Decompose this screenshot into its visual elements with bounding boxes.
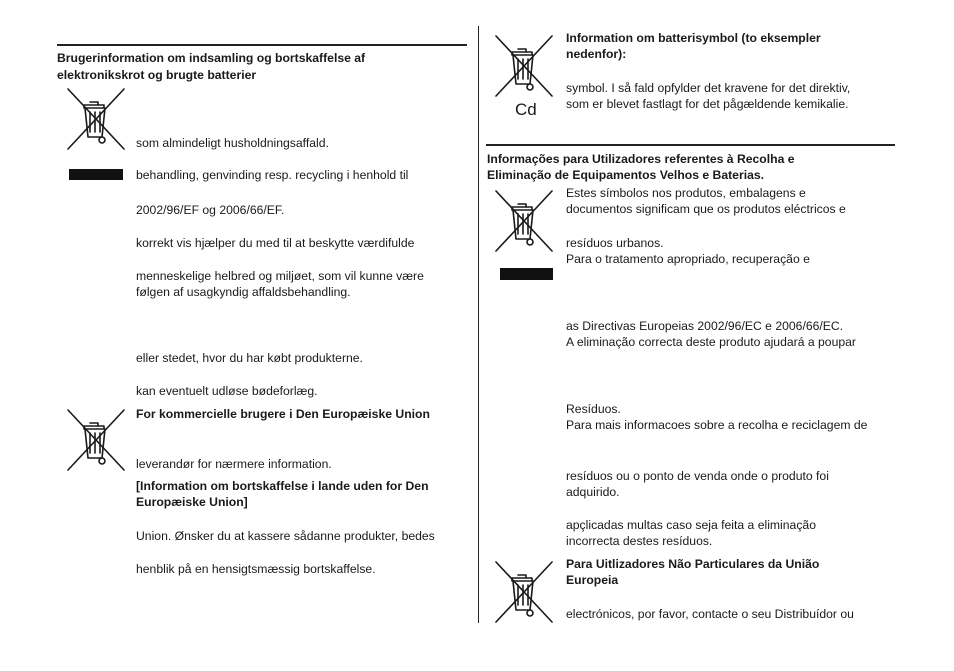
- battery-bar-symbol: [69, 169, 123, 180]
- paragraph: henblik på en hensigtsmæssig bortskaffelse.: [136, 562, 376, 576]
- weee-symbol-4: [492, 560, 556, 624]
- outside-eu-heading-line-2: Europæiske Union]: [136, 495, 248, 509]
- paragraph: som er blevet fastlagt for det pågældende kemikalie.: [566, 97, 849, 111]
- crossed-bin-icon: [492, 560, 556, 624]
- paragraph: electrónicos, por favor, contacte o seu Distribuídor ou: [566, 607, 854, 621]
- weee-symbol-2: [64, 408, 128, 472]
- paragraph: menneskelige helbred og miljøet, som vil kunne være: [136, 269, 424, 283]
- commercial-users-heading: For kommercielle brugere i Den Europæiske Union: [136, 407, 430, 421]
- crossed-bin-icon: [64, 87, 128, 151]
- paragraph: 2002/96/EF og 2006/66/EF.: [136, 203, 285, 217]
- paragraph: Resíduos.: [566, 402, 621, 416]
- paragraph: as Directivas Europeias 2002/96/EC e 2006/66/EC.: [566, 319, 844, 333]
- paragraph: Union. Ønsker du at kassere sådanne produkter, bedes: [136, 529, 435, 543]
- crossed-bin-icon: [492, 34, 556, 98]
- battery-symbol-heading-line-2: nedenfor):: [566, 47, 627, 61]
- right-section-rule: [486, 144, 895, 146]
- battery-bar-symbol: [500, 268, 553, 280]
- left-heading-line-1: Brugerinformation om indsamling og bortskaffelse af: [57, 51, 366, 65]
- paragraph: eller stedet, hvor du har købt produkterne.: [136, 351, 363, 365]
- paragraph: leverandør for nærmere information.: [136, 457, 332, 471]
- weee-symbol-1: [64, 87, 128, 151]
- paragraph: korrekt vis hjælper du med til at beskytte værdifulde: [136, 236, 415, 250]
- pt-heading-line-1: Informações para Utilizadores referentes à Recolha e: [487, 152, 795, 166]
- pt-heading-line-2: Eliminação de Equipamentos Velhos e Baterias.: [487, 168, 765, 182]
- pt-business-heading-line-2: Europeia: [566, 573, 619, 587]
- pt-business-heading-line-1: Para Uitlizadores Não Particulares da União: [566, 557, 820, 571]
- paragraph: adquirido.: [566, 485, 620, 499]
- battery-symbol-heading-line-1: Information om batterisymbol (to eksempler: [566, 31, 821, 45]
- left-top-rule: [57, 44, 467, 46]
- paragraph: Para o tratamento apropriado, recuperação e: [566, 252, 810, 266]
- left-heading-line-2: elektronikskrot og brugte batterier: [57, 68, 257, 82]
- paragraph: A eliminação correcta deste produto ajudará a poupar: [566, 335, 856, 349]
- paragraph: Estes símbolos nos produtos, embalagens e: [566, 186, 806, 200]
- outside-eu-heading-line-1: [Information om bortskaffelse i lande uden for Den: [136, 479, 429, 493]
- paragraph: incorrecta destes resíduos.: [566, 534, 713, 548]
- paragraph: behandling, genvinding resp. recycling i henhold til: [136, 168, 409, 182]
- cd-chemical-label: Cd: [515, 100, 537, 119]
- paragraph: som almindeligt husholdningsaffald.: [136, 136, 329, 150]
- paragraph: følgen af usagkyndig affaldsbehandling.: [136, 285, 351, 299]
- crossed-bin-icon: [64, 408, 128, 472]
- paragraph: documentos significam que os produtos eléctricos e: [566, 202, 846, 216]
- column-divider: [478, 26, 479, 623]
- paragraph: symbol. I så fald opfylder det kravene for det direktiv,: [566, 81, 851, 95]
- paragraph: apçlicadas multas caso seja feita a eliminação: [566, 518, 816, 532]
- paragraph: Para mais informacoes sobre a recolha e reciclagem de: [566, 418, 868, 432]
- battery-cd-symbol: [492, 34, 556, 98]
- weee-symbol-3: [492, 189, 556, 253]
- crossed-bin-icon: [492, 189, 556, 253]
- paragraph: resíduos ou o ponto de venda onde o produto foi: [566, 469, 829, 483]
- paragraph: resíduos urbanos.: [566, 236, 664, 250]
- paragraph: kan eventuelt udløse bødeforlæg.: [136, 384, 318, 398]
